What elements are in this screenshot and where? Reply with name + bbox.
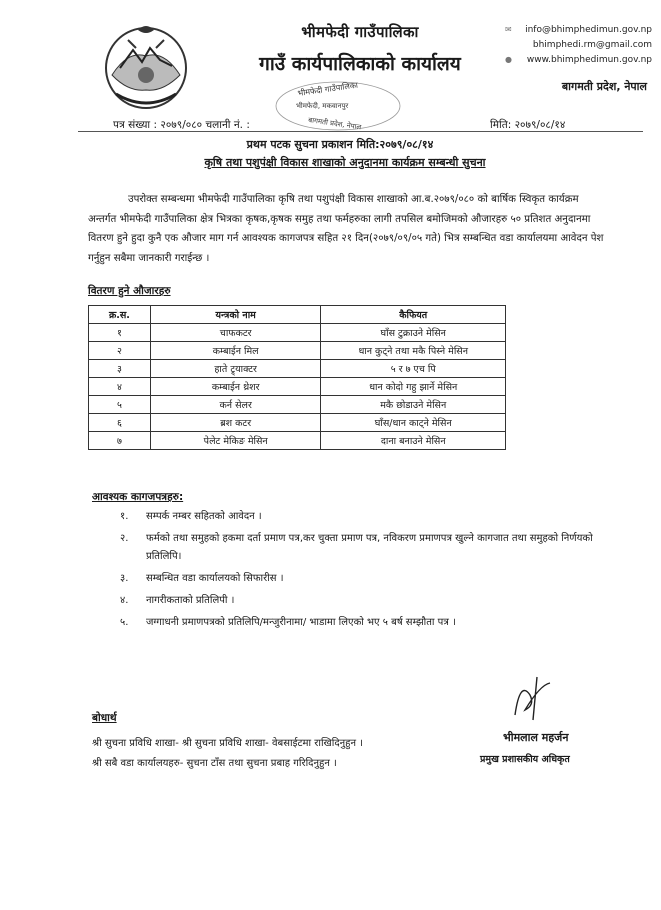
- cell-machine-name: हाते ट्र्याक्टर: [150, 360, 321, 378]
- contact-email[interactable]: info@bhimphedimun.gov.np: [525, 25, 652, 35]
- cell-remarks: घाँस टुक्राउने मेसिन: [321, 324, 506, 342]
- cell-machine-name: कम्बाईन मिल: [150, 342, 321, 360]
- cell-machine-name: कम्बाईन थ्रेशर: [150, 378, 321, 396]
- tools-table: [88, 305, 506, 450]
- list-item-text: सम्बन्धित वडा कार्यालयको सिफारीस ।: [146, 573, 284, 584]
- cell-sn: १: [89, 324, 151, 342]
- table-row: [89, 342, 506, 360]
- cell-machine-name: ब्रश कटर: [150, 414, 321, 432]
- signer-name: भीमलाल महर्जन: [503, 731, 569, 744]
- cell-machine-name: पेलेट मेकिङ मेसिन: [150, 432, 321, 450]
- table-row: [89, 378, 506, 396]
- cell-remarks: धान कोदो गहु झार्ने मेसिन: [321, 378, 506, 396]
- globe-icon: ●: [505, 55, 512, 64]
- notice-title: कृषि तथा पशुपंक्षी विकास शाखाको अनुदानमा कार्यक्रम सम्बन्धी सुचना: [204, 156, 486, 169]
- list-item-number: ५.: [120, 617, 129, 628]
- list-item: [120, 614, 620, 632]
- contact-email-secondary[interactable]: bhimphedi.rm@gmail.com: [532, 40, 652, 50]
- cc-heading: बोधार्थ: [92, 712, 117, 724]
- cell-machine-name: कर्न सेलर: [150, 396, 321, 414]
- svg-text:भीमफेदी गाउँपालिका: भीमफेदी गाउँपालिका: [297, 80, 359, 98]
- list-item-text: फर्मको तथा समुहको हकमा दर्ता प्रमाण पत्र,कर चुक्ता प्रमाण पत्र, नविकरण प्रमाणपत्र खुल्ने कागजात तथा समुहको निर्णयको प्रतिलिपि।: [146, 533, 593, 562]
- table-row: [89, 360, 506, 378]
- signer-title: प्रमुख प्रशासकीय अधिकृत: [480, 754, 570, 765]
- province-label: बागमती प्रदेश, नेपाल: [561, 80, 647, 93]
- cell-sn: ५: [89, 396, 151, 414]
- notice-body: [88, 190, 608, 268]
- svg-text:भीमफेदी, मकवानपुर: भीमफेदी, मकवानपुर: [296, 102, 349, 110]
- table-row: [89, 396, 506, 414]
- table-row: [89, 432, 506, 450]
- publication-title: प्रथम पटक सुचना प्रकाशन मिति:२०७९/०८/१४: [246, 138, 434, 151]
- cell-remarks: ५ र ७ एच पि: [321, 360, 506, 378]
- documents-heading: आवश्यक कागजपत्रहरु:: [92, 491, 184, 503]
- nepal-emblem-logo: [98, 20, 194, 112]
- cell-sn: ६: [89, 414, 151, 432]
- list-item-number: ४.: [120, 595, 129, 606]
- municipality-name: भीमफेदी गाउँपालिका: [301, 23, 419, 41]
- list-item: [120, 570, 620, 588]
- cell-remarks: घाँस/धान काट्ने मेसिन: [321, 414, 506, 432]
- cell-sn: ७: [89, 432, 151, 450]
- list-item-number: ३.: [120, 573, 129, 584]
- letter-date: मिति: २०७९/०८/१४: [490, 119, 566, 131]
- list-item: [120, 508, 620, 526]
- header-divider: [78, 131, 643, 132]
- cell-sn: ३: [89, 360, 151, 378]
- cell-sn: ४: [89, 378, 151, 396]
- list-item-text: सम्पर्क नम्बर सहितको आवेदन ।: [146, 511, 262, 522]
- letter-reference: पत्र संख्या : २०७९/०८० चलानी नं. :: [113, 119, 250, 131]
- list-item-text: जग्गाधनी प्रमाणपत्रको प्रतिलिपि/मन्जुरीनामा/ भाडामा लिएको भए ५ बर्ष सम्झौता पत्र ।: [146, 617, 456, 628]
- cell-machine-name: चाफकटर: [150, 324, 321, 342]
- signature-mark: [505, 675, 560, 725]
- tools-heading: वितरण हुने औजारहरु: [88, 285, 171, 297]
- table-row: [89, 414, 506, 432]
- office-name: गाउँ कार्यपालिकाको कार्यालय: [259, 53, 461, 75]
- list-item-number: २.: [120, 533, 129, 544]
- col-header-remarks: कैफियत: [321, 306, 506, 324]
- notice-paragraph: उपरोक्त सम्बन्धमा भीमफेदी गाउँपालिका कृषि तथा पशुपंक्षी विकास शाखाको आ.ब.२०७९/०८० को बार्षिक स्विकृत कार्यक्रम अन्तर्गत भीमफेदी गाउँपालिका क्षेत्र भित्रका कृषक,कृषक समुह तथा फर्महरुका लागी तपसिल बमोजिमको औजारहरु ५० प्रतिशत अनुदानमा वितरण हुने हुदा कुनै एक औजार माग गर्न आवश्यक कागजपत्र सहित २१ दिन(२०७९/०९/०५ गते) भित्र सम्बन्धित वडा कार्यालयमा आवेदन पेश गर्नुहुन सबैमा जानकारी गराईन्छ ।: [88, 194, 604, 264]
- table-header-row: [89, 306, 506, 324]
- col-header-name: यन्त्रको नाम: [150, 306, 321, 324]
- list-item: [120, 592, 620, 610]
- list-item-number: १.: [120, 511, 129, 522]
- email-icon: ✉: [505, 25, 512, 34]
- cell-remarks: दाना बनाउने मेसिन: [321, 432, 506, 450]
- cell-sn: २: [89, 342, 151, 360]
- cell-remarks: मकै छोडाउने मेसिन: [321, 396, 506, 414]
- table-row: [89, 324, 506, 342]
- col-header-sn: क्र.स.: [89, 306, 151, 324]
- documents-list: [120, 508, 620, 636]
- svg-text:बागमती प्रदेश, नेपाल: बागमती प्रदेश, नेपाल: [307, 116, 362, 132]
- list-item: [120, 530, 620, 566]
- contact-website[interactable]: www.bhimphedimun.gov.np: [526, 55, 652, 65]
- cc-line-2: श्री सबै वडा कार्यालयहरु- सुचना टाँस तथा सुचना प्रबाह गरिदिनुहुन ।: [92, 758, 337, 769]
- cell-remarks: धान कुट्ने तथा मकै पिस्ने मेसिन: [321, 342, 506, 360]
- cc-line-1: श्री सुचना प्रविधि शाखा- श्री सुचना प्रविधि शाखा- वेबसाईटमा राखिदिनुहुन ।: [92, 738, 364, 749]
- list-item-text: नागरीकताको प्रतिलिपी ।: [146, 595, 235, 606]
